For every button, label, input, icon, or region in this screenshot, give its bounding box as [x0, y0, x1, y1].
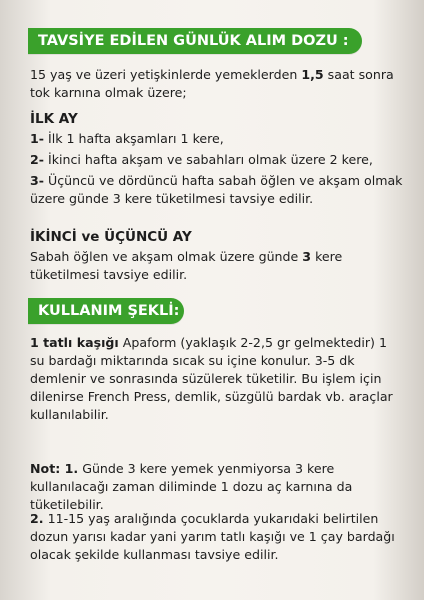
note-1 — [30, 460, 404, 514]
intro-hours: 1,5 — [301, 67, 324, 82]
second-third-month-text — [30, 248, 404, 284]
first-month-line-2 — [30, 151, 404, 169]
intro-text-post: saat sonra tok karnına olmak üzere; — [30, 67, 394, 100]
note-2 — [30, 510, 404, 564]
first-month-heading: İLK AY — [30, 111, 78, 127]
usage-amount: 1 tatlı kaşığı — [30, 335, 119, 350]
line-text: İlk 1 hafta akşamları 1 kere, — [44, 131, 224, 146]
text-pre: Sabah öğlen ve akşam olmak üzere günde — [30, 249, 303, 264]
usage-paragraph — [30, 334, 404, 424]
line-number: 1- — [30, 131, 44, 146]
line-number: 2- — [30, 152, 44, 167]
intro-paragraph — [30, 66, 404, 102]
first-month-line-3 — [30, 172, 404, 208]
usage-text: Apaform (yaklaşık 2-2,5 gr gelmektedir) 1 su bardağı miktarında sıcak su içine konulur. 3-5 dk demlenir ve sonrasında süzülerek tüketilir. Bu işlem için dilenirse French Press, demlik, süzgülü bardak vb. araçlar kullanılabilir. — [30, 335, 393, 422]
note-2-number: 2. — [30, 511, 44, 526]
line-number: 3- — [30, 173, 44, 188]
daily-dose-banner: TAVSİYE EDİLEN GÜNLÜK ALIM DOZU : — [28, 28, 362, 54]
usage-banner: KULLANIM ŞEKLİ: — [28, 298, 184, 324]
note-1-text: Günde 3 kere yemek yenmiyorsa 3 kere kullanılacağı zaman diliminde 1 dozu aç karnına da tüketilebilir. — [30, 461, 353, 512]
second-third-month-heading — [30, 228, 404, 246]
intro-text-pre: 15 yaş ve üzeri yetişkinlerde yemeklerden — [30, 67, 302, 82]
text-post: kere tüketilmesi tavsiye edilir. — [30, 249, 343, 282]
line-text: Üçüncü ve dördüncü hafta sabah öğlen ve akşam olmak üzere günde 3 kere tüketilmesi tavsiye edilir. — [30, 173, 403, 206]
heading-and: ve — [76, 229, 105, 245]
times-per-day: 3 — [302, 249, 312, 264]
note-2-text: 11-15 yaş aralığında çocuklarda yukarıdaki belirtilen dozun yarısı kadar yani yarım tatlı kaşığı ve 1 çay bardağı olacak şekilde kullanması tavsiye edilir. — [30, 511, 395, 562]
first-month-line-1 — [30, 130, 404, 148]
heading-second: İKİNCİ — [30, 229, 77, 245]
note-label: Not: 1. — [30, 461, 79, 476]
heading-third: ÜÇÜNCÜ AY — [104, 229, 192, 245]
line-text: İkinci hafta akşam ve sabahları olmak üzere 2 kere, — [44, 152, 373, 167]
